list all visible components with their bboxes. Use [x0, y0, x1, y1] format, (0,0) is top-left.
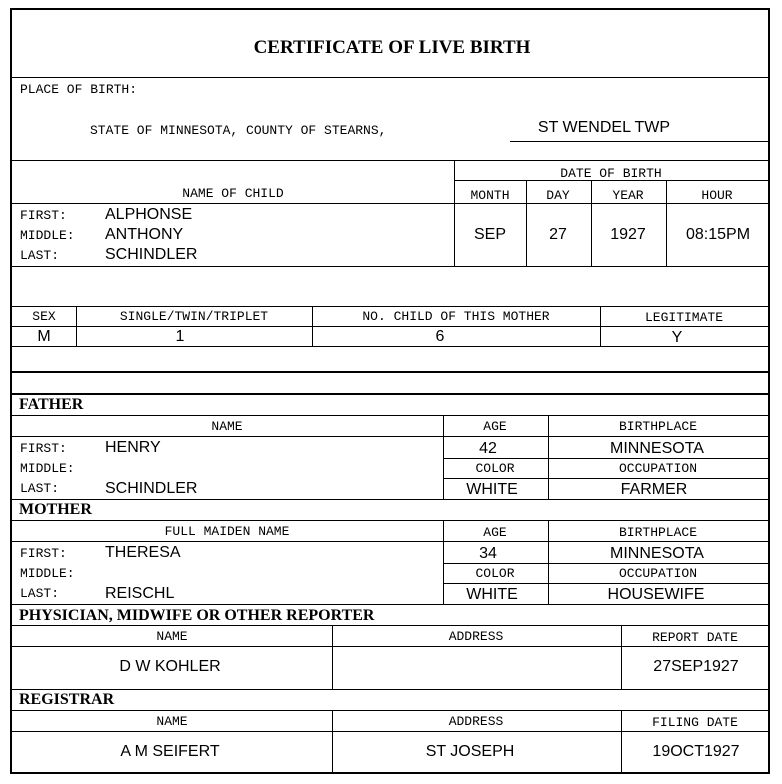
birth-hour: 08:15PM [685, 226, 751, 243]
physician-address-label: ADDRESS [448, 629, 504, 644]
child-middle-label: MIDDLE: [20, 228, 75, 243]
divider [443, 458, 768, 459]
divider [12, 266, 768, 267]
filing-date-label: FILING DATE [652, 715, 738, 730]
certificate-title: CERTIFICATE OF LIVE BIRTH [253, 37, 531, 58]
mother-color: WHITE [466, 586, 518, 603]
divider [312, 306, 313, 346]
plurality-value: 1 [175, 328, 185, 345]
divider [12, 541, 768, 542]
child-first-name: ALPHONSE [105, 206, 193, 223]
state-county-text: STATE OF MINNESOTA, COUNTY OF STEARNS, [90, 123, 387, 138]
birth-month: SEP [473, 226, 507, 243]
hour-label: HOUR [701, 188, 733, 203]
date-of-birth-header: DATE OF BIRTH [560, 166, 662, 181]
divider [76, 306, 77, 346]
divider [12, 203, 768, 204]
divider [526, 180, 527, 266]
divider [443, 563, 768, 564]
mother-middle-label: MIDDLE: [20, 566, 75, 581]
registrar-name-label: NAME [156, 714, 188, 729]
divider [443, 415, 444, 499]
year-label: YEAR [612, 188, 644, 203]
divider [443, 520, 444, 604]
divider [12, 326, 768, 327]
child-middle-name: ANTHONY [105, 226, 184, 243]
legitimate-label: LEGITIMATE [644, 310, 724, 325]
divider [454, 160, 455, 266]
birth-certificate [10, 8, 770, 774]
mother-color-label: COLOR [475, 566, 515, 581]
divider [12, 436, 768, 437]
divider [548, 415, 549, 499]
physician-section-heading: PHYSICIAN, MIDWIFE OR OTHER REPORTER [19, 607, 375, 624]
divider [332, 710, 333, 774]
report-date-label: REPORT DATE [652, 630, 738, 645]
father-last-label: LAST: [20, 481, 60, 496]
divider [600, 306, 601, 346]
report-date: 27SEP1927 [653, 658, 739, 675]
father-age: 42 [479, 440, 497, 457]
child-number-value: 6 [435, 328, 445, 345]
mother-first-label: FIRST: [20, 546, 67, 561]
divider [621, 625, 622, 689]
divider [12, 625, 768, 626]
father-middle-label: MIDDLE: [20, 461, 75, 476]
divider [12, 346, 768, 347]
filing-date: 19OCT1927 [652, 743, 740, 760]
birth-day: 27 [549, 226, 567, 243]
divider [12, 415, 768, 416]
sex-label: SEX [32, 309, 56, 324]
mother-last-name: REISCHL [105, 585, 175, 602]
child-number-label: NO. CHILD OF THIS MOTHER [362, 309, 550, 324]
father-age-label: AGE [483, 419, 507, 434]
divider [621, 710, 622, 774]
registrar-address: ST JOSEPH [425, 743, 515, 760]
divider [12, 77, 768, 78]
plurality-label: SINGLE/TWIN/TRIPLET [119, 309, 269, 324]
divider [443, 583, 768, 584]
father-birthplace-label: BIRTHPLACE [618, 419, 698, 434]
divider [12, 520, 768, 521]
divider [591, 180, 592, 266]
mother-birthplace-label: BIRTHPLACE [618, 525, 698, 540]
legitimate-value: Y [671, 329, 683, 346]
sex-value: M [37, 328, 51, 345]
father-occupation-label: OCCUPATION [618, 461, 698, 476]
registrar-name: A M SEIFERT [120, 743, 220, 760]
mother-birthplace: MINNESOTA [610, 545, 704, 562]
mother-name-header: FULL MAIDEN NAME [164, 524, 290, 539]
registrar-address-label: ADDRESS [448, 714, 504, 729]
child-last-label: LAST: [20, 248, 60, 263]
mother-first-name: THERESA [105, 544, 181, 561]
father-first-label: FIRST: [20, 441, 67, 456]
township-underline [510, 141, 768, 142]
divider [12, 646, 768, 647]
name-of-child-header: NAME OF CHILD [182, 186, 284, 201]
father-last-name: SCHINDLER [105, 480, 198, 497]
divider [12, 689, 768, 690]
divider [666, 180, 667, 266]
divider [12, 160, 768, 161]
mother-age: 34 [479, 545, 497, 562]
month-label: MONTH [470, 188, 510, 203]
divider [443, 478, 768, 479]
divider [548, 520, 549, 604]
child-last-name: SCHINDLER [105, 246, 198, 263]
registrar-section-heading: REGISTRAR [19, 691, 115, 708]
physician-name-label: NAME [156, 629, 188, 644]
divider [12, 306, 768, 307]
divider [12, 371, 768, 373]
mother-last-label: LAST: [20, 586, 60, 601]
father-occupation: FARMER [620, 481, 688, 498]
child-first-label: FIRST: [20, 208, 67, 223]
physician-name: D W KOHLER [119, 658, 221, 675]
mother-section-heading: MOTHER [19, 501, 92, 518]
father-name-header: NAME [211, 419, 243, 434]
day-label: DAY [546, 188, 570, 203]
divider [12, 731, 768, 732]
divider [332, 625, 333, 689]
birth-year: 1927 [610, 226, 646, 243]
mother-age-label: AGE [483, 525, 507, 540]
father-section-heading: FATHER [19, 396, 84, 413]
township-value: ST WENDEL TWP [537, 119, 671, 136]
mother-occupation-label: OCCUPATION [618, 566, 698, 581]
father-birthplace: MINNESOTA [610, 440, 704, 457]
place-of-birth-label: PLACE OF BIRTH: [20, 82, 138, 97]
divider [12, 710, 768, 711]
divider [12, 499, 768, 500]
father-color: WHITE [466, 481, 518, 498]
father-first-name: HENRY [105, 439, 161, 456]
divider [12, 604, 768, 605]
divider [12, 393, 768, 395]
father-color-label: COLOR [475, 461, 515, 476]
mother-occupation: HOUSEWIFE [607, 586, 705, 603]
